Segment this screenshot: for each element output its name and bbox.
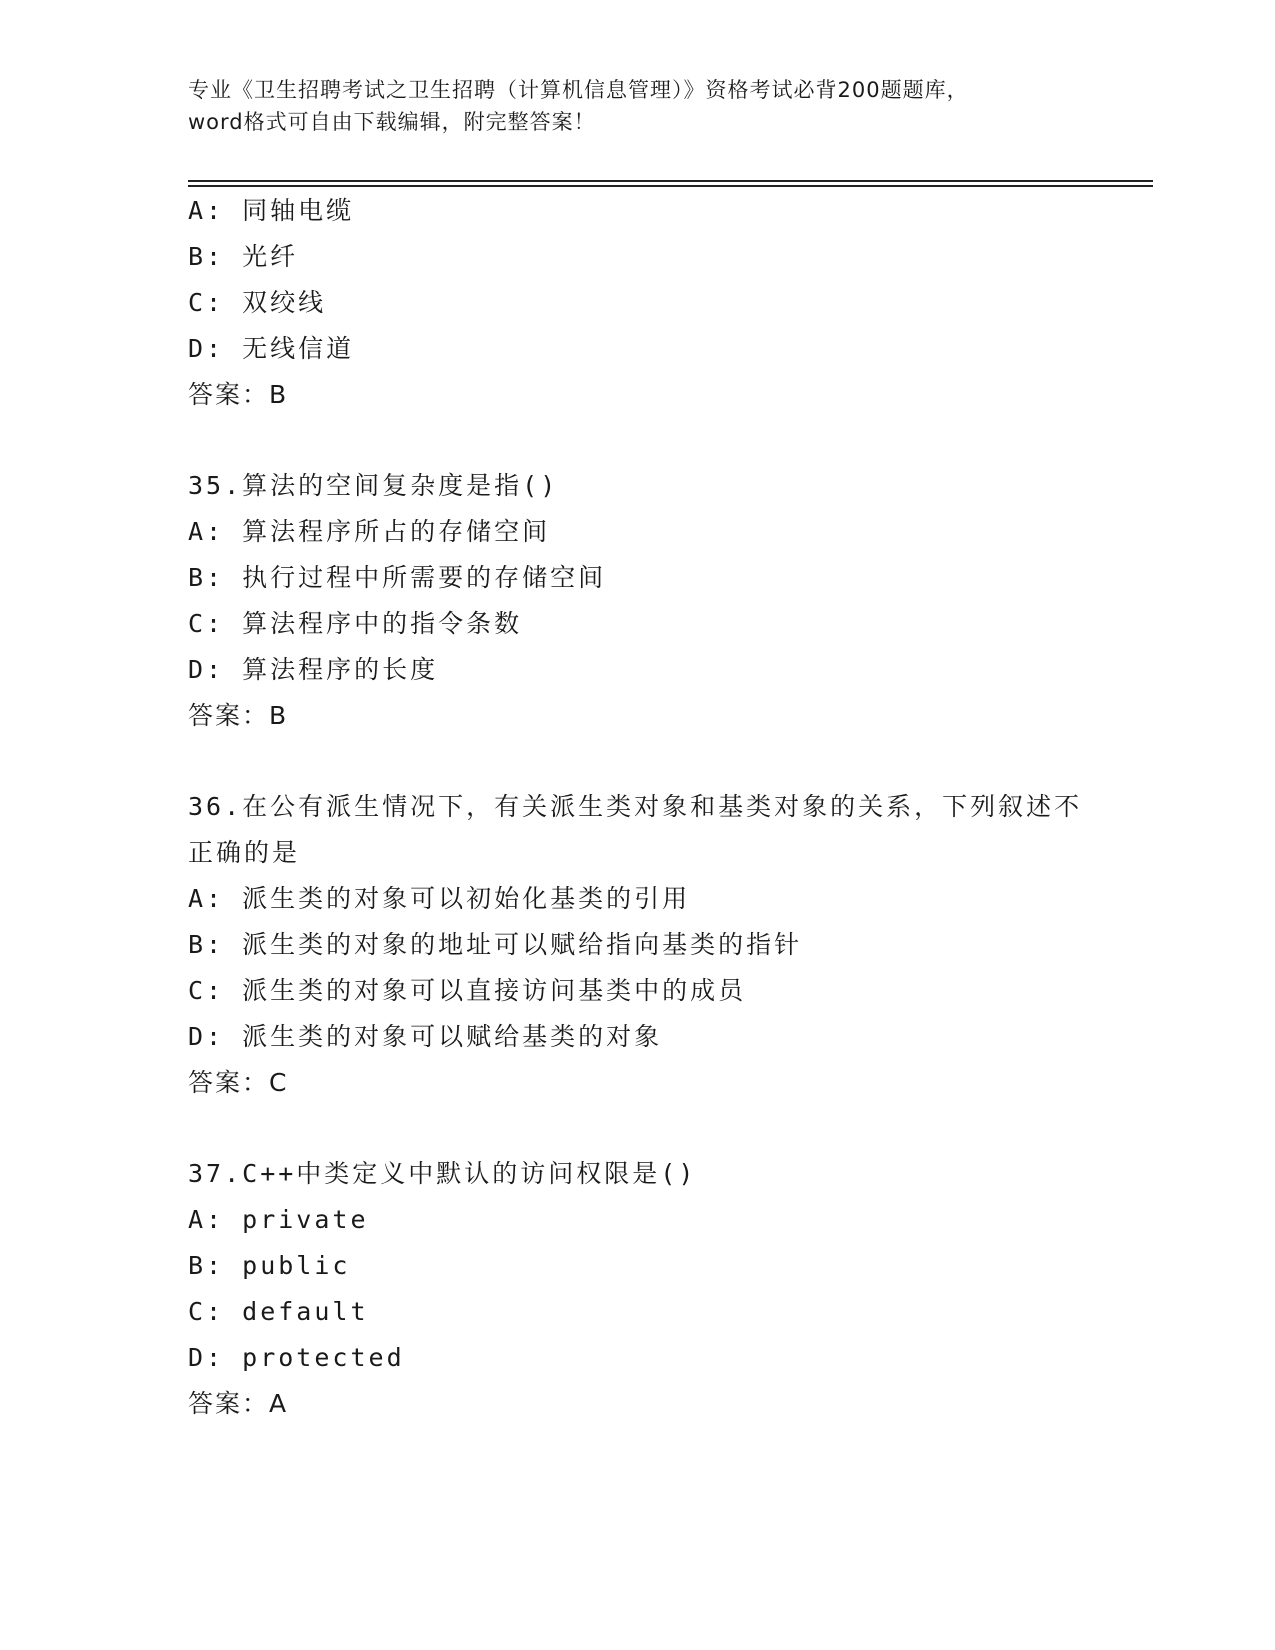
question-text: 37.C++中类定义中默认的访问权限是() xyxy=(188,1159,697,1188)
header-rule-top xyxy=(188,180,1153,182)
answer: 答案：B xyxy=(188,701,289,730)
option-c: C: 双绞线 xyxy=(188,288,327,317)
answer: 答案：C xyxy=(188,1068,289,1097)
option-a: A: private xyxy=(188,1205,369,1234)
option-b: B: 光纤 xyxy=(188,242,299,271)
option-d: D: 派生类的对象可以赋给基类的对象 xyxy=(188,1022,663,1051)
option-b: B: 派生类的对象的地址可以赋给指向基类的指针 xyxy=(188,930,803,959)
answer: 答案：A xyxy=(188,1389,289,1418)
question-block-37 xyxy=(188,1151,1148,1427)
question-text: 36.在公有派生情况下，有关派生类对象和基类对象的关系，下列叙述不正确的是 xyxy=(188,792,1083,867)
option-a: A: 同轴电缆 xyxy=(188,196,355,225)
option-d: D: 算法程序的长度 xyxy=(188,655,439,684)
question-block-35 xyxy=(188,463,1148,739)
option-d: D: protected xyxy=(188,1343,405,1372)
option-b: B: public xyxy=(188,1251,351,1280)
option-c: C: 派生类的对象可以直接访问基类中的成员 xyxy=(188,976,747,1005)
header-rule-bottom xyxy=(188,185,1153,187)
option-b: B: 执行过程中所需要的存储空间 xyxy=(188,563,607,592)
question-text: 35.算法的空间复杂度是指() xyxy=(188,471,559,500)
header-line-1: 专业《卫生招聘考试之卫生招聘（计算机信息管理）》资格考试必背200题题库， xyxy=(188,78,969,102)
option-c: C: default xyxy=(188,1297,369,1326)
option-a: A: 算法程序所占的存储空间 xyxy=(188,517,551,546)
question-block-36 xyxy=(188,784,1148,1106)
answer: 答案：B xyxy=(188,380,289,409)
document-header xyxy=(188,74,1088,138)
block-gap xyxy=(188,418,1148,463)
option-a: A: 派生类的对象可以初始化基类的引用 xyxy=(188,884,691,913)
header-line-2: word格式可自由下载编辑，附完整答案！ xyxy=(188,110,596,134)
option-d: D: 无线信道 xyxy=(188,334,355,363)
question-list xyxy=(188,188,1148,1427)
block-gap xyxy=(188,1106,1148,1151)
question-block-34 xyxy=(188,188,1148,418)
block-gap xyxy=(188,739,1148,784)
option-c: C: 算法程序中的指令条数 xyxy=(188,609,523,638)
